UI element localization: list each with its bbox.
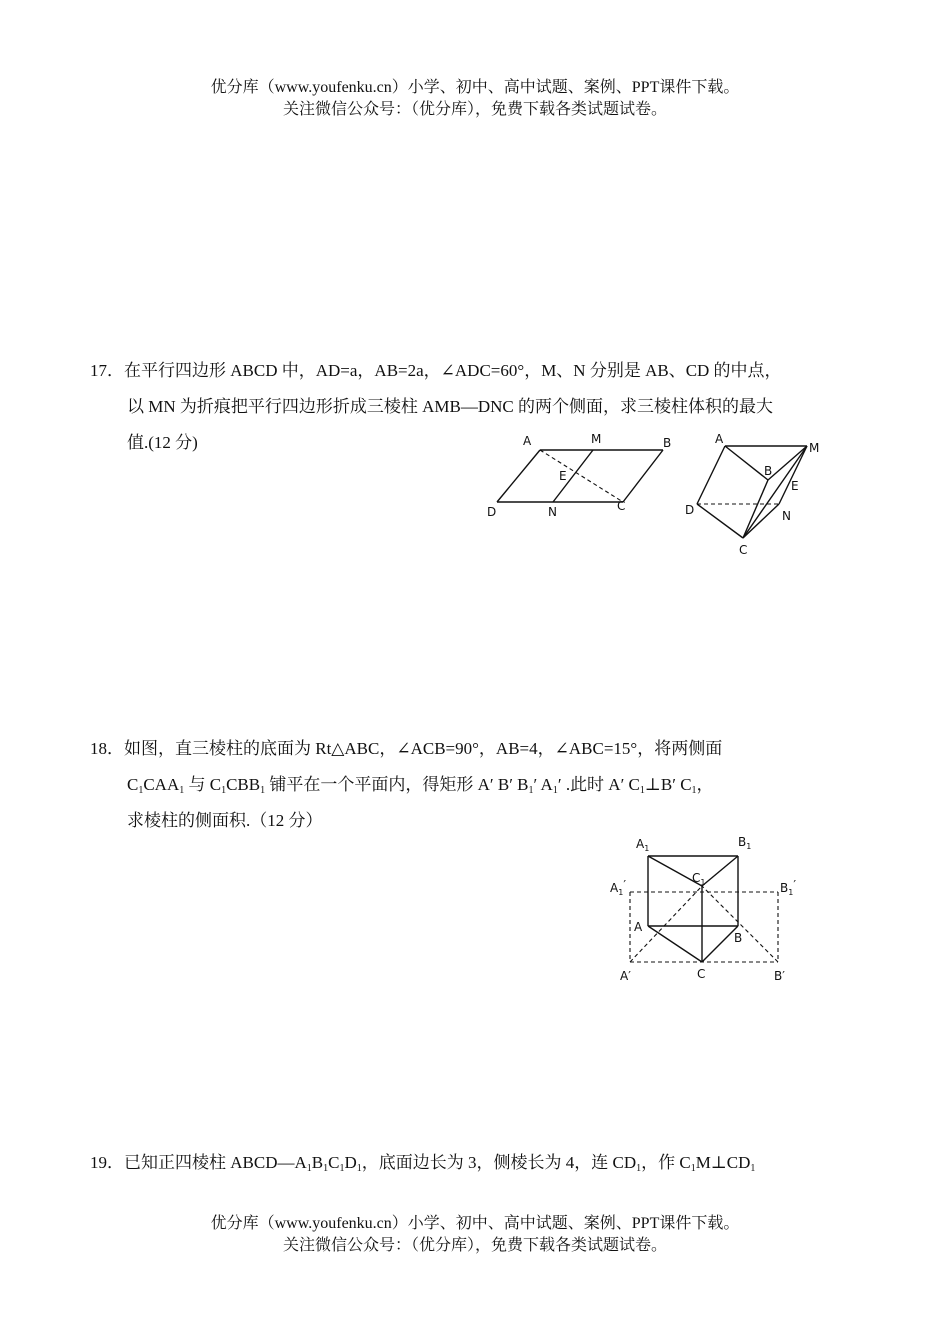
label-B-prime: B′ bbox=[774, 969, 785, 983]
edge-AD bbox=[697, 446, 725, 504]
question-text-line-2: 以 MN 为折痕把平行四边形折成三棱柱 AMB—DNC 的两个侧面，求三棱柱体积的最大 bbox=[127, 397, 774, 416]
label-M: M bbox=[809, 441, 820, 455]
question-number: 18． bbox=[90, 739, 124, 758]
edge-BC bbox=[623, 450, 663, 502]
question-text-line-1: 在平行四边形 ABCD 中，AD=a，AB=2a，∠ADC=60°，M、N 分别是 AB、CD 的中点， bbox=[124, 361, 782, 380]
header-line-2: 关注微信公众号：（优分库），免费下载各类试题试卷。 bbox=[282, 101, 667, 118]
label-B: B bbox=[734, 931, 743, 945]
label-D: D bbox=[487, 505, 497, 519]
label-D: D bbox=[685, 503, 695, 517]
edge-BC bbox=[743, 480, 768, 538]
edge-BC bbox=[702, 926, 738, 962]
question-text-line-1: 19．已知正四棱柱 $ABCD—A_1B_1C_1D_1$，底面边长为 3，侧棱长为 4，连 $CD_1$，作 $C_1M\perp CD_1$ bbox=[90, 1153, 756, 1174]
question-text-line-2: $C_1CAA_1$ 与 $C_1CBB_1$ 铺平在一个平面内，得矩形 A′ B′ $B_1'$ $A_1'$ .此时 A′ $C_1\perp B'$ $C_1$， bbox=[127, 775, 714, 796]
label-B: B bbox=[764, 464, 773, 478]
label-C: C bbox=[739, 543, 748, 557]
footer-line-2: 关注微信公众号：（优分库），免费下载各类试题试卷。 bbox=[282, 1237, 667, 1254]
question-number: 17． bbox=[90, 361, 124, 380]
question-number: 19． bbox=[90, 1153, 124, 1172]
label-A1: $A_1$ bbox=[636, 837, 650, 853]
label-B1-prime: $B_1'$ bbox=[780, 878, 797, 897]
label-C: C bbox=[697, 967, 706, 981]
label-E: E bbox=[791, 479, 799, 493]
footer-line-1: 优分库（www.youfenku.cn）小学、初中、高中试题、案例、PPT课件下载。 bbox=[210, 1215, 740, 1232]
q17-prism-figure bbox=[685, 430, 835, 565]
question-text-line-3: 求棱柱的侧面积.（12 分） bbox=[127, 811, 323, 830]
label-C1: $C_1$ bbox=[692, 871, 706, 887]
label-A1-prime: $A_1'$ bbox=[610, 878, 627, 897]
label-A: A bbox=[634, 920, 643, 934]
label-C: C bbox=[617, 499, 626, 513]
diagonal-AC bbox=[540, 450, 623, 502]
question-18 bbox=[90, 731, 880, 839]
label-B1: $B_1$ bbox=[738, 835, 752, 851]
question-19 bbox=[90, 1145, 880, 1181]
header-line-1: 优分库（www.youfenku.cn）小学、初中、高中试题、案例、PPT课件下载。 bbox=[210, 79, 740, 96]
label-A-prime: A′ bbox=[620, 969, 631, 983]
edge-AD bbox=[497, 450, 540, 502]
edge-DC bbox=[697, 504, 743, 538]
label-M: M bbox=[591, 432, 602, 446]
q18-prism-figure bbox=[610, 830, 810, 990]
edge-B1C1 bbox=[702, 856, 738, 886]
label-N: N bbox=[782, 509, 791, 523]
label-N: N bbox=[548, 505, 557, 519]
label-B: B bbox=[663, 436, 672, 450]
label-E: E bbox=[559, 469, 567, 483]
page-footer bbox=[0, 1213, 950, 1257]
q17-parallelogram-figure bbox=[485, 430, 685, 520]
label-A: A bbox=[715, 432, 724, 446]
page-header bbox=[0, 77, 950, 121]
edge-NC bbox=[743, 504, 779, 538]
edge-AB bbox=[725, 446, 768, 480]
question-text-line-3: 值.(12 分) bbox=[127, 433, 198, 452]
edge-MN bbox=[779, 446, 807, 504]
label-A: A bbox=[523, 434, 532, 448]
edge-AC bbox=[648, 926, 702, 962]
question-text-line-1: 如图，直三棱柱的底面为 Rt△ABC，∠ACB=90°，AB=4，∠ABC=15°，将两侧面 bbox=[124, 739, 723, 758]
